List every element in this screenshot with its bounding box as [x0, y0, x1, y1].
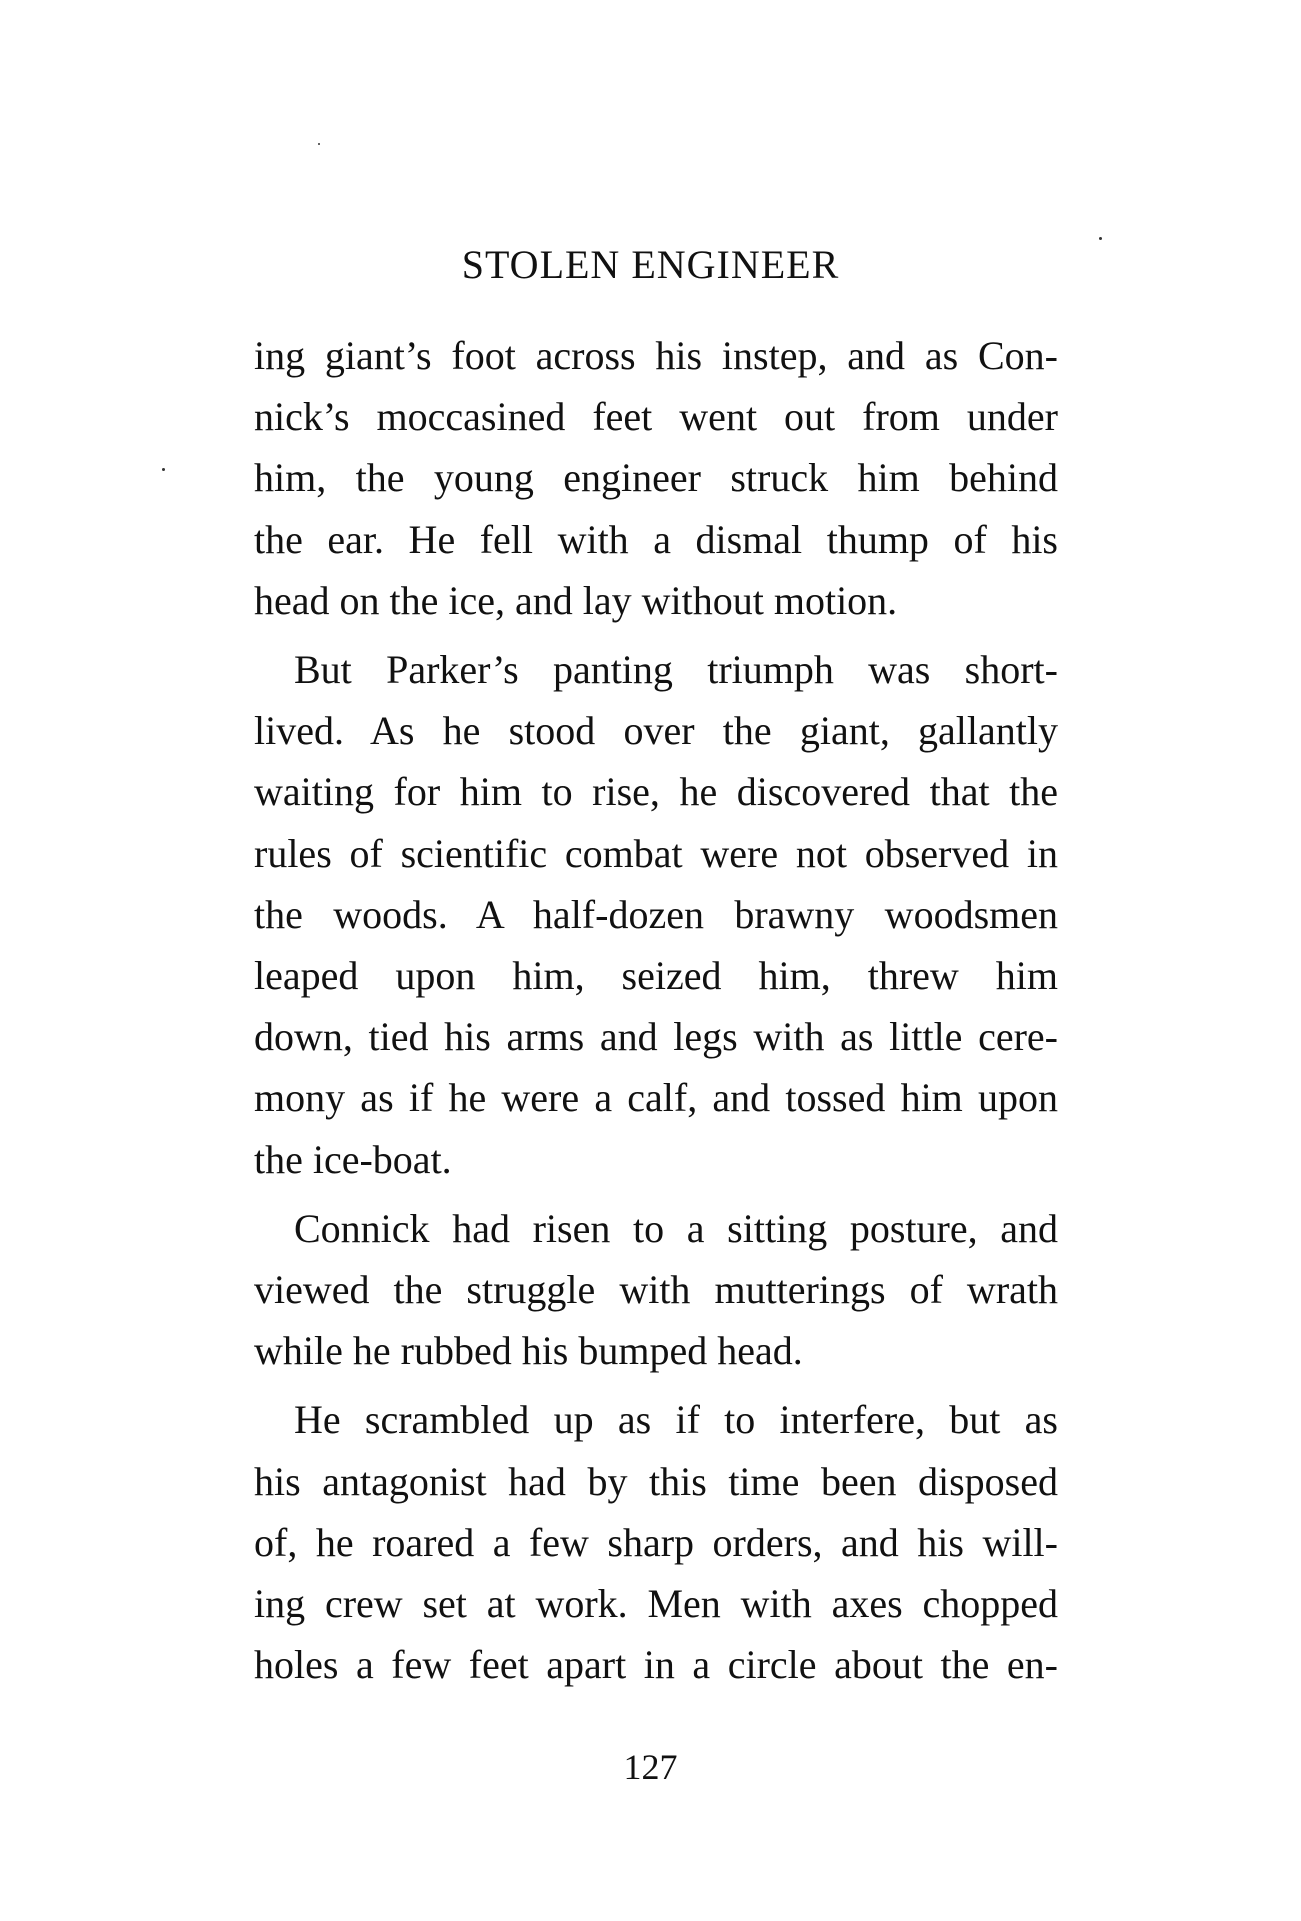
print-speck: [318, 143, 320, 145]
text-line: But Parker’s panting triumph was short-: [294, 647, 1058, 693]
text-line: while he rubbed his bumped head.: [254, 1328, 803, 1374]
text-line: lived. As he stood over the giant, gallantly: [254, 708, 1058, 754]
running-head: STOLEN ENGINEER: [461, 242, 840, 287]
text-line: nick’s moccasined feet went out from under: [254, 394, 1058, 440]
text-line: the ear. He fell with a dismal thump of his: [254, 516, 1058, 562]
print-speck: [162, 468, 165, 471]
paragraph-4: [254, 1389, 1058, 1695]
paragraph-1: [254, 325, 1058, 631]
text-line: waiting for him to rise, he discovered that the: [254, 769, 1058, 815]
text-line: of, he roared a few sharp orders, and his will-: [254, 1519, 1058, 1565]
text-line: leaped upon him, seized him, threw him: [254, 953, 1058, 999]
text-line: holes a few feet apart in a circle about the en-: [254, 1642, 1058, 1688]
text-line: ing giant’s foot across his instep, and as Con-: [254, 333, 1058, 378]
text-line: ing crew set at work. Men with axes chopped: [254, 1581, 1058, 1627]
text-line: head on the ice, and lay without motion.: [254, 577, 898, 623]
text-line: his antagonist had by this time been disposed: [254, 1458, 1058, 1504]
text-line: the ice-boat.: [254, 1136, 452, 1182]
text-line: the woods. A half-dozen brawny woodsmen: [254, 891, 1058, 937]
body-text: [254, 325, 1058, 1695]
paragraph-3: [254, 1198, 1058, 1382]
text-line: down, tied his arms and legs with as little cere-: [254, 1014, 1058, 1060]
text-line: rules of scientific combat were not observed in: [254, 830, 1058, 876]
page-number: 127: [623, 1747, 678, 1787]
text-line: Connick had risen to a sitting posture, and: [294, 1205, 1058, 1251]
text-line: He scrambled up as if to interfere, but as: [294, 1397, 1058, 1443]
text-line: him, the young engineer struck him behind: [254, 455, 1058, 501]
paragraph-2: [254, 639, 1058, 1190]
text-line: viewed the struggle with mutterings of wrath: [254, 1267, 1058, 1313]
text-line: mony as if he were a calf, and tossed him upon: [254, 1075, 1058, 1121]
